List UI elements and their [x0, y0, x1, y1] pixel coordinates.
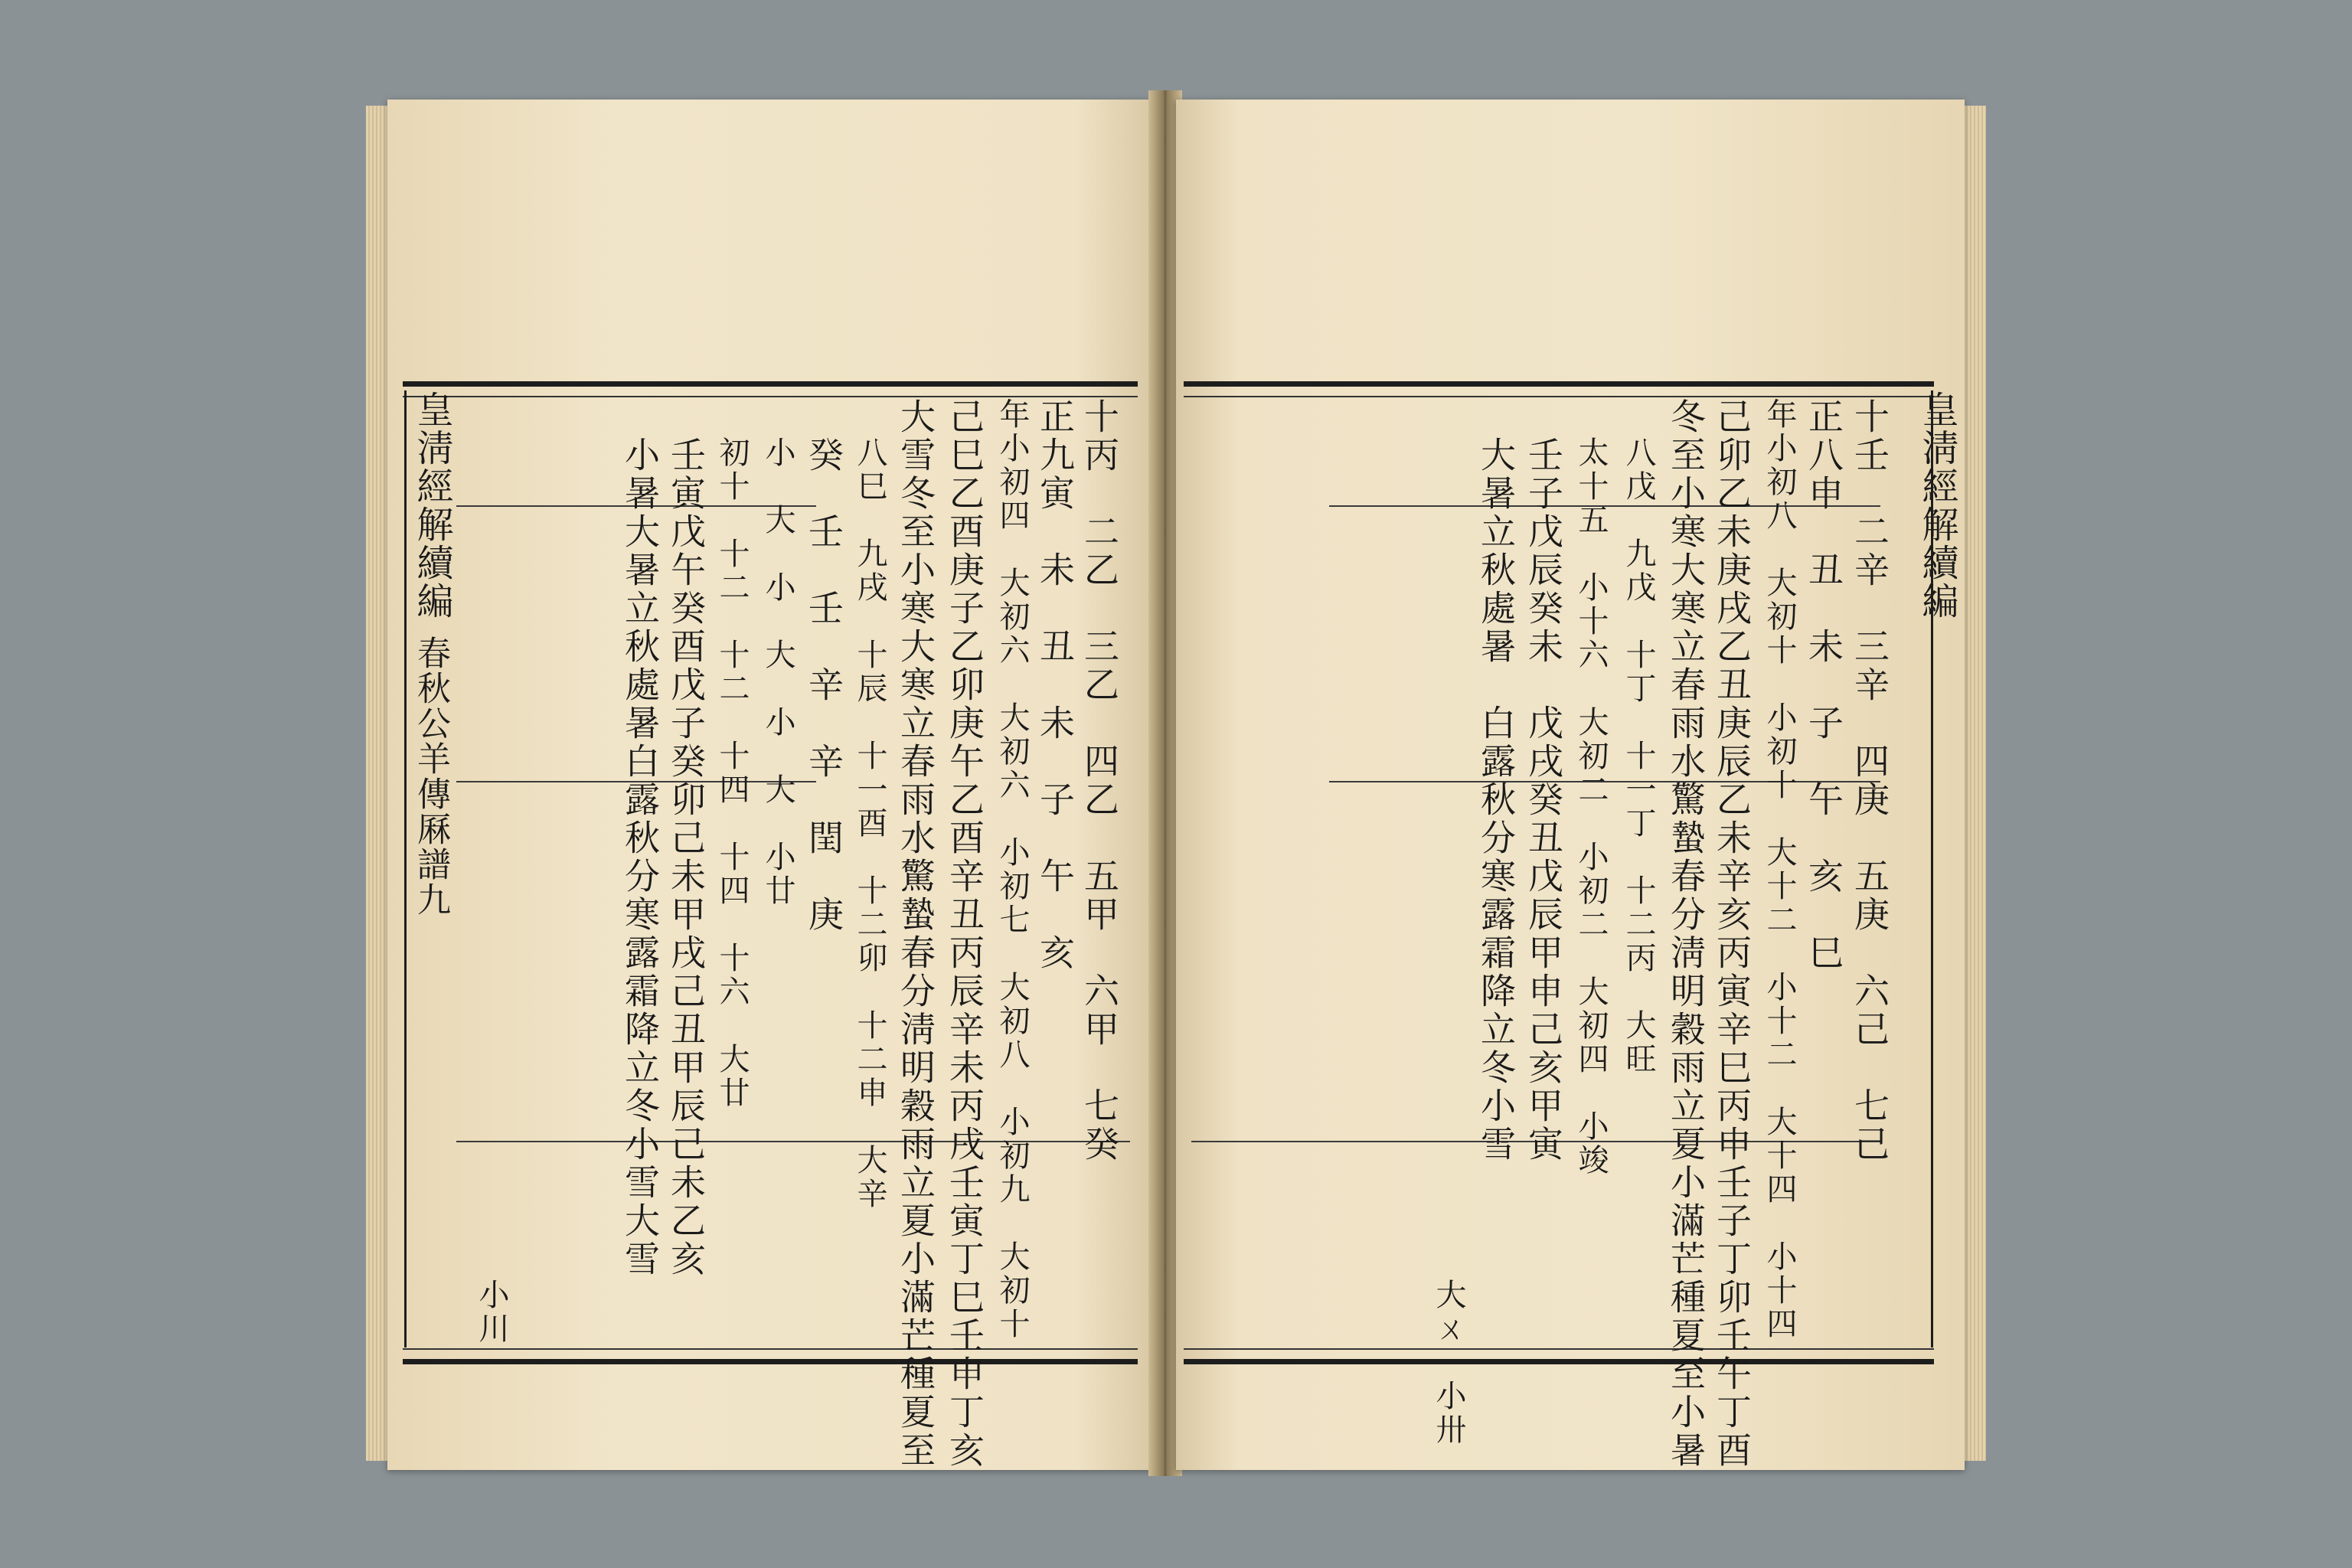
left-margin-subtitle: 春秋公羊傳厤譜九: [411, 635, 450, 917]
left-column-1: 十丙 二乙 三乙 四乙 五甲 六甲 七癸: [1079, 398, 1120, 1164]
left-column-9: 初十 十二 十二 十四 十四 十六 大廿: [714, 436, 750, 1110]
left-page: [387, 100, 1153, 1470]
left-column-7: 癸 壬 壬 辛 辛 閏 庚: [803, 436, 844, 934]
right-column-4: 己卯乙未庚戌乙丑庚辰乙未辛亥丙寅辛巳丙申壬子丁卯壬午丁酉: [1711, 398, 1753, 1470]
left-column-10: 壬寅戊午癸酉戊子癸卯己未甲戌己丑甲辰己未乙亥: [665, 436, 707, 1279]
left-column-5: 大雪冬至小寒大寒立春雨水驚蟄春分淸明穀雨立夏小滿芒種夏至: [895, 398, 936, 1470]
right-column-5: 冬至小寒大寒立春雨水驚蟄春分淸明穀雨立夏小滿芒種夏至小暑: [1665, 398, 1707, 1470]
left-column-3: 年小初四 大初六 大初六 小初七 大初八 小初九 大初十: [995, 398, 1030, 1341]
left-column-2: 正九寅 未 丑 未 子 午 亥: [1034, 398, 1076, 972]
open-book: [360, 90, 1983, 1484]
right-column-1: 十壬 二辛 三辛 四庚 五庚 六己 七己: [1849, 398, 1890, 1164]
left-column-12: 小川: [474, 1279, 509, 1346]
right-column-6: 八戊 九戊 十丁 十一丁 十二丙 大旺: [1621, 436, 1656, 1076]
right-column-10: 大ㄨ 小卅: [1431, 1279, 1466, 1447]
left-column-11: 小暑大暑立秋處暑白露秋分寒露霜降立冬小雪大雪: [619, 436, 661, 1279]
right-margin-title: 皇淸經解續編: [1916, 390, 1958, 620]
left-column-8: 小 大 小 大 小 大 小廿: [760, 436, 795, 908]
left-column-4: 己巳乙酉庚子乙卯庚午乙酉辛丑丙辰辛未丙戌壬寅丁巳壬申丁亥: [944, 398, 985, 1470]
left-margin-title: 皇淸經解續編: [410, 390, 453, 620]
right-column-9: 大暑立秋處暑 白露秋分寒露霜降立冬小雪: [1475, 436, 1517, 1164]
right-column-7: 太十五 小十六 大初二 小初二 大初四 小竣: [1573, 436, 1609, 1178]
right-column-8: 壬子戊辰癸未 戊戌癸丑戊辰甲申己亥甲寅: [1523, 436, 1564, 1164]
right-column-2: 正八申 丑 未 子 午 亥 巳: [1803, 398, 1844, 972]
right-column-3: 年小初八 大初十 小初十 大十二 小十二 大十四 小十四: [1762, 398, 1797, 1341]
left-column-6: 八巳 九戌 十辰 十一酉 十二卯 十二申 大辛: [852, 436, 887, 1211]
right-page: [1176, 100, 1965, 1470]
